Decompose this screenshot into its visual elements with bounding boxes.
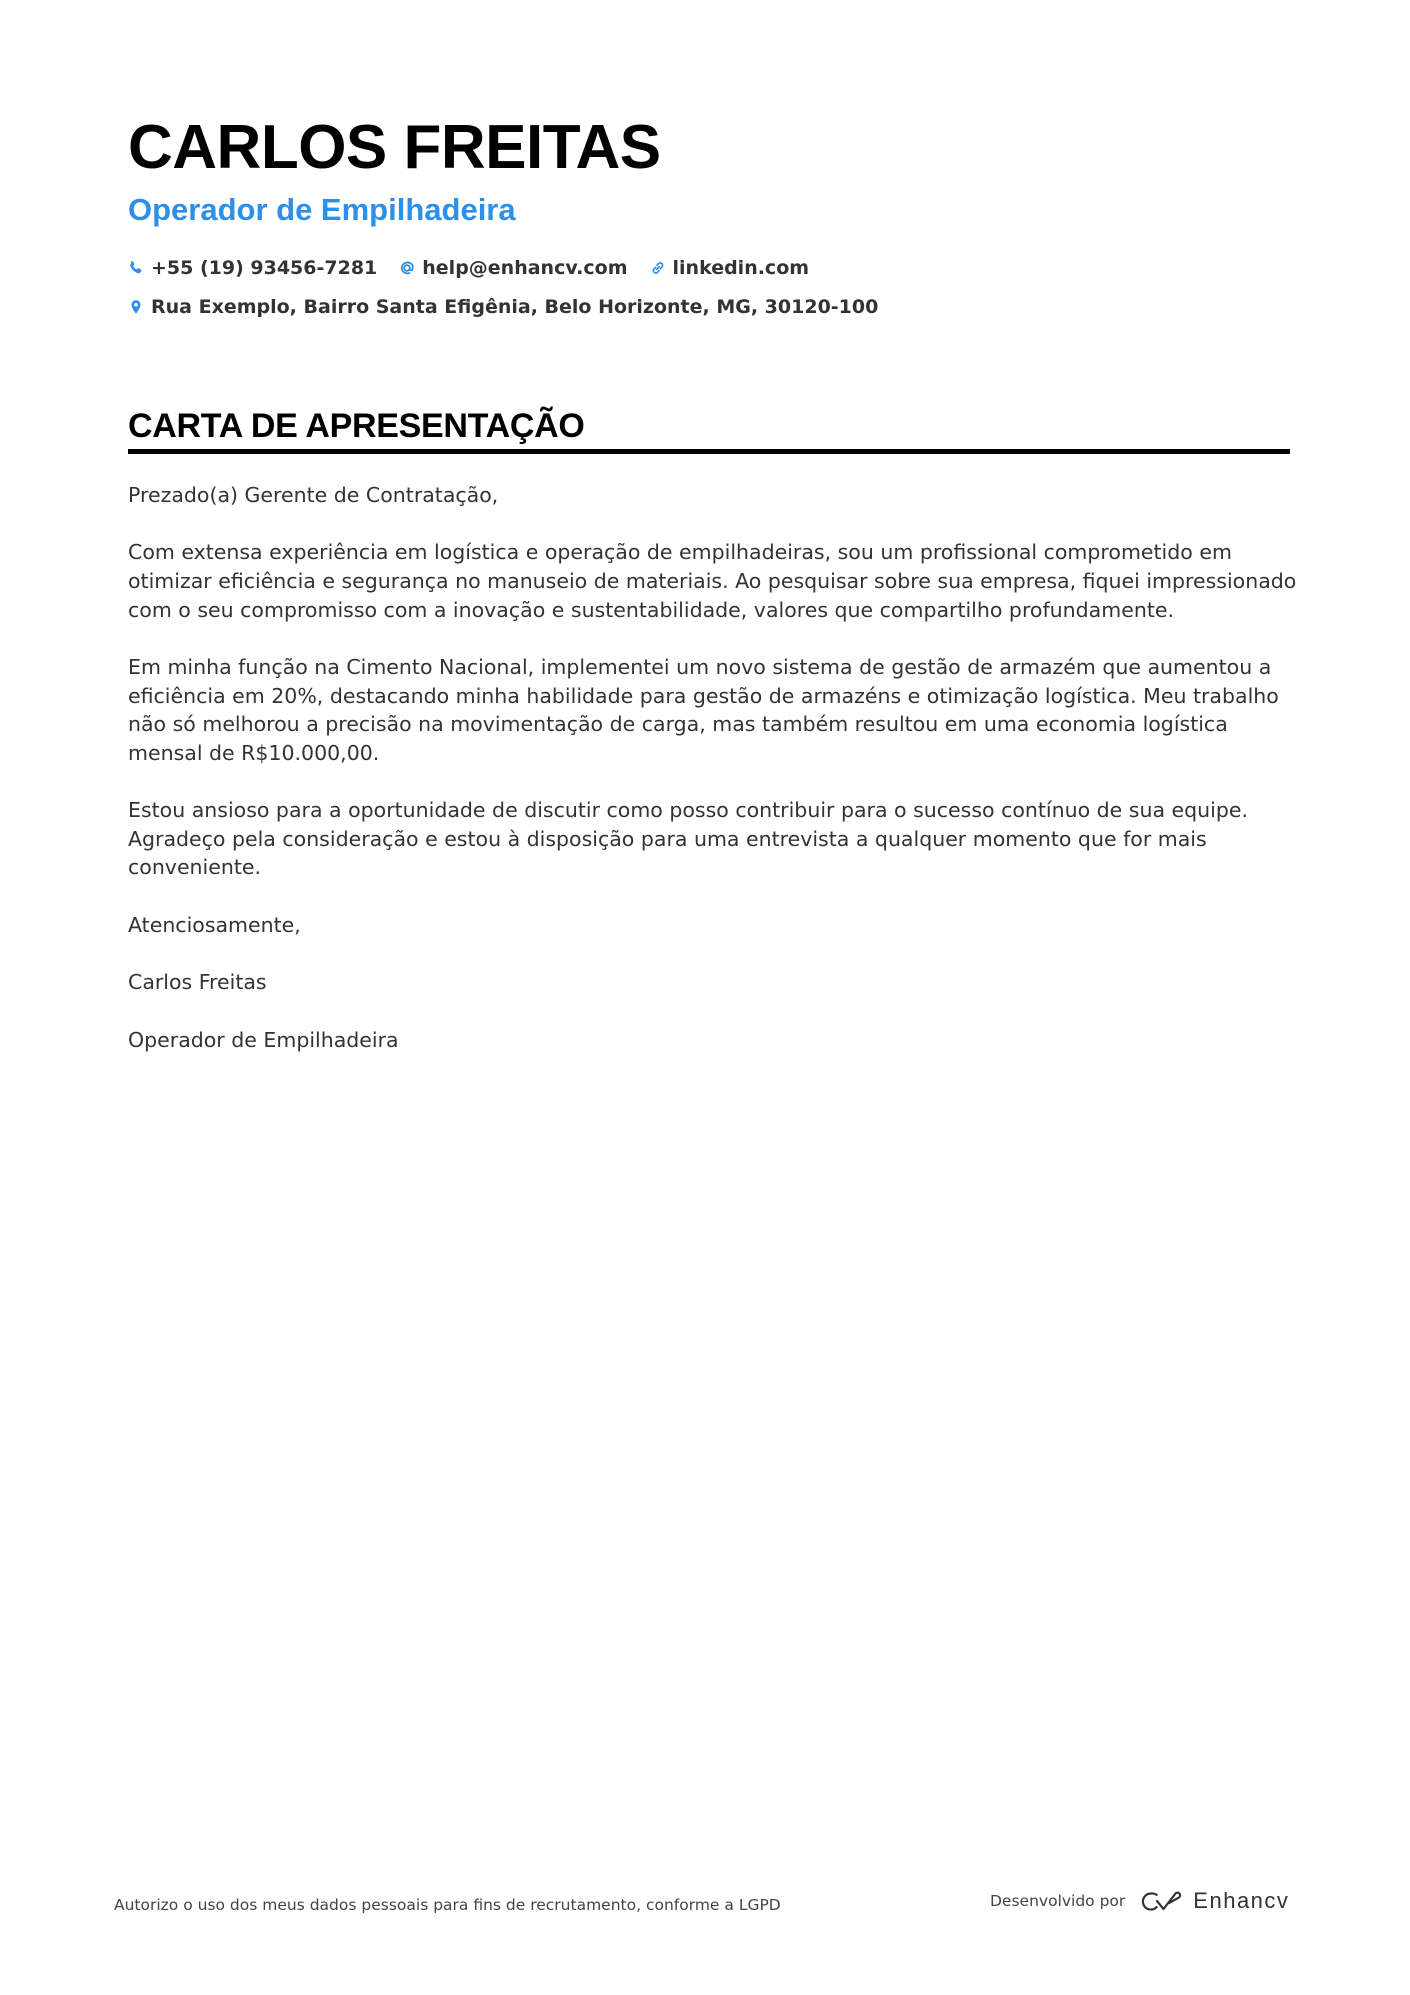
address-text: Rua Exemplo, Bairro Santa Efigênia, Belo Horizonte, MG, 30120-100 <box>151 296 879 318</box>
section-title: CARTA DE APRESENTAÇÃO <box>128 407 585 445</box>
candidate-name: CARLOS FREITAS <box>128 113 661 182</box>
contact-phone <box>128 257 377 279</box>
enhancv-logo-icon <box>1137 1888 1185 1914</box>
consent-note: Autorizo o uso dos meus dados pessoais para fins de recrutamento, conforme a LGPD <box>114 1896 781 1914</box>
contact-info <box>128 254 900 321</box>
paragraph-closing: Estou ansioso para a oportunidade de discutir como posso contribuir para o sucesso contínuo de sua equipe. Agradeço pela consideração e estou à disposição para uma entrevista a qualquer momento que for mais conveniente. <box>128 798 1249 880</box>
section-divider <box>128 449 1290 454</box>
powered-by-label: Desenvolvido por <box>990 1892 1126 1910</box>
contact-address <box>128 296 878 318</box>
signature-role: Operador de Empilhadeira <box>128 1027 399 1052</box>
phone-icon <box>128 260 144 276</box>
brand-name: Enhancv <box>1193 1888 1290 1913</box>
job-title: Operador de Empilhadeira <box>128 192 516 227</box>
contact-row-2 <box>128 293 900 321</box>
contact-link[interactable] <box>650 257 810 279</box>
email-text: help@enhancv.com <box>422 257 628 279</box>
at-sign-icon <box>399 260 415 276</box>
map-pin-icon <box>128 299 144 315</box>
paragraph-intro: Com extensa experiência em logística e operação de empilhadeiras, sou um profissional comprometido em otimizar eficiência e segurança no manuseio de materiais. Ao pesquisar sobre sua empresa, fiquei impressionado com o seu compromisso com a inovação e sustentabilidade, valores que compartilho profundamente. <box>128 540 1297 622</box>
contact-email[interactable] <box>399 257 627 279</box>
link-text: linkedin.com <box>672 257 810 279</box>
salutation: Prezado(a) Gerente de Contratação, <box>128 483 499 507</box>
paragraph-experience: Em minha função na Cimento Nacional, implementei um novo sistema de gestão de armazém que aumentou a eficiência em 20%, destacando minha habilidade para gestão de armazéns e otimização logística. Meu trabalho não só melhorou a precisão na movimentação de carga, mas também resultou em uma economia logística mensal de R$10.000,00. <box>128 654 1279 765</box>
closing: Atenciosamente, <box>128 912 301 937</box>
letter-body <box>128 481 1298 1083</box>
link-icon <box>650 260 666 276</box>
signature-name: Carlos Freitas <box>128 970 267 995</box>
contact-row-1 <box>128 254 900 282</box>
powered-by[interactable] <box>990 1888 1289 1914</box>
phone-text: +55 (19) 93456-7281 <box>151 257 378 279</box>
